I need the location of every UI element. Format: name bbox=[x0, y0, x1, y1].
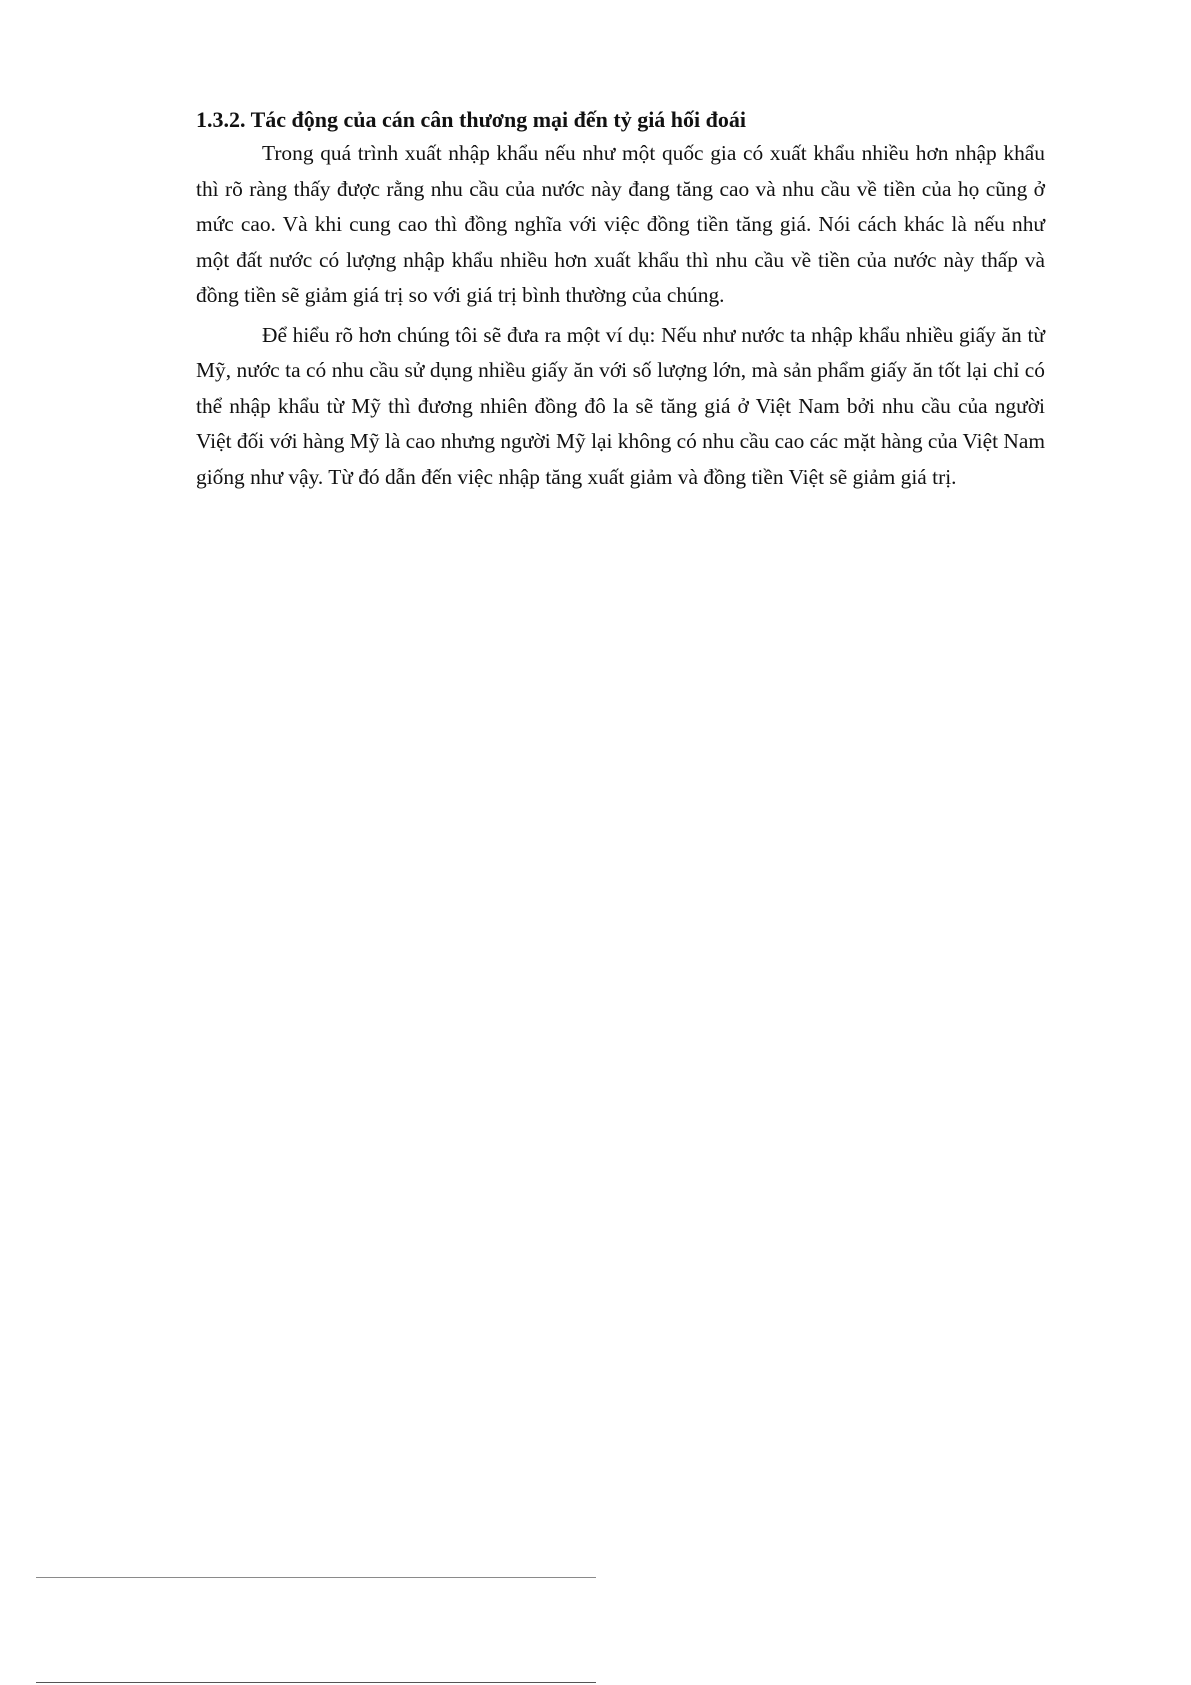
paragraph-1: Trong quá trình xuất nhập khẩu nếu như một quốc gia có xuất khẩu nhiều hơn nhập khẩu thì rõ ràng thấy được rằng nhu cầu của nước này đang tăng cao và nhu cầu về tiền của họ cũng ở mức cao. Và khi cung cao thì đồng nghĩa với việc đồng tiền tăng giá. Nói cách khác là nếu như một đất nước có lượng nhập khẩu nhiều hơn xuất khẩu thì nhu cầu về tiền của nước này thấp và đồng tiền sẽ giảm giá trị so với giá trị bình thường của chúng. bbox=[196, 141, 1045, 307]
section-body bbox=[196, 104, 1045, 495]
section-heading: 1.3.2. Tác động của cán cân thương mại đến tỷ giá hối đoái bbox=[196, 107, 746, 132]
page-bottom-rule bbox=[36, 1682, 596, 1683]
paragraph-2: Để hiểu rõ hơn chúng tôi sẽ đưa ra một ví dụ: Nếu như nước ta nhập khẩu nhiều giấy ăn từ Mỹ, nước ta có nhu cầu sử dụng nhiều giấy ăn với số lượng lớn, mà sản phẩm giấy ăn tốt lại chỉ có thể nhập khẩu từ Mỹ thì đương nhiên đồng đô la sẽ tăng giá ở Việt Nam bởi nhu cầu của người Việt đối với hàng Mỹ là cao nhưng người Mỹ lại không có nhu cầu cao các mặt hàng của Việt Nam giống như vậy. Từ đó dẫn đến việc nhập tăng xuất giảm và đồng tiền Việt sẽ giảm giá trị. bbox=[196, 322, 1045, 489]
footnote-separator bbox=[36, 1577, 596, 1578]
